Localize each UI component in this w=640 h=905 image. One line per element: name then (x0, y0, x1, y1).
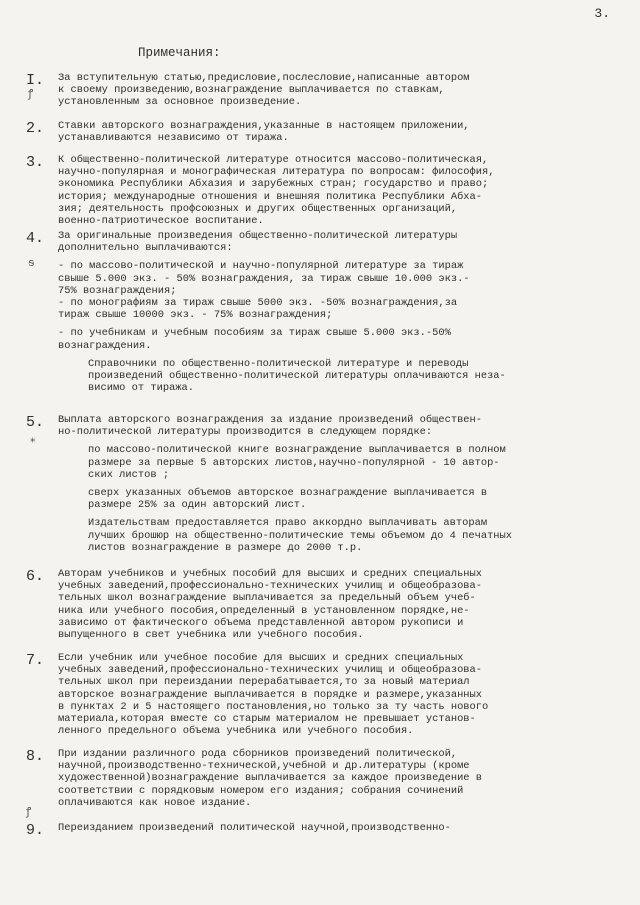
note-number: 3. (26, 154, 45, 171)
note-item-1 (26, 72, 630, 109)
note-number: 7. (26, 652, 45, 669)
note-number: 8. (26, 748, 45, 765)
note-number: 5. (26, 414, 45, 431)
note-item-5 (26, 414, 630, 554)
note-text: Переизданием произведений политической научной,производственно- (58, 822, 451, 834)
note-item-9 (26, 822, 630, 839)
note-subtext: Издательствам предоставляется право аккордно выплачивать авторам лучших брошюр на общественно-политические темы объемом до 4 печатных листов вознаграждение в размере до 2000 т.р. (88, 517, 513, 554)
note-text: Ставки авторского вознаграждения,указанные в настоящем приложении, устанавливаются независимо от тиража. (58, 120, 470, 145)
note-number: 9. (26, 822, 45, 839)
note-number: 6. (26, 568, 45, 585)
note-text: За вступительную статью,предисловие,послесловие,написанные автором к своему произведению,вознаграждение выплачивается по ставкам, установленным за основное произведение. (58, 72, 470, 109)
note-subtext: - по монографиям за тираж свыше 5000 экз. -50% вознаграждения,за тираж свыше 10000 экз. - 75% вознаграждения; (58, 297, 458, 322)
note-subtext: - по массово-политической и научно-популярной литературе за тираж свыше 5.000 экз. - 50% вознаграждения, за тираж свыше 10.000 экз.- 75% вознаграждения; (58, 260, 470, 297)
note-subtext: Справочники по общественно-политической литературе и переводы произведений общественно-политической литературы оплачиваются неза- висимо от тиража. (88, 357, 506, 395)
note-text: Если учебник или учебное пособие для высших и средних специальных учебных заведений,профессионально-технических училищ и общеобразова- тельных школ при переиздании перерабатывается,то за новый материал авторское вознаграждение выплачивается в порядке и размере,указанных в пунктах 2 и 5 настоящего постановления,но только за ту часть нового материала,которая вместе со старым материалом не превышает установ- ленного предельного объема учебника или учебного пособия. (58, 652, 489, 738)
note-item-7 (26, 652, 630, 738)
note-subtext: по массово-политической книге вознаграждение выплачивается в полном размере за первые 5 авторских листов,научно-популярной - 10 автор- ских листов ; (88, 444, 506, 481)
note-text: За оригинальные произведения общественно-политической литературы дополнительно выплачиваются: (58, 230, 458, 255)
note-text: Авторам учебников и учебных пособий для высших и средних специальных учебных заведений,профессионально-технических училищ и общеобразова- тельных школ вознаграждение выплачивается за предельный объем учеб- ника или учебного пособия,определенный в установленном порядке,не- зависимо от фактического объема представленной автором рукописи и выпущенного в свет учебника или учебного пособия. (58, 568, 483, 642)
margin-mark-icon: ⁎ (30, 434, 36, 446)
note-item-3 (26, 154, 630, 228)
note-item-8 (26, 748, 630, 809)
note-item-6 (26, 568, 630, 642)
notes-heading: Примечания: (138, 46, 221, 60)
margin-mark-icon: ꝭ (28, 89, 34, 101)
note-subtext: сверх указанных объемов авторское вознаграждение выплачивается в размере 25% за один авторский лист. (88, 487, 488, 512)
note-item-2 (26, 120, 630, 145)
note-text: К общественно-политической литературе относится массово-политическая, научно-популярная и монографическая литература по вопросам: философия, экономика Республики Абхазия и зарубежных стран; государство и право; история; международные отношения и внешняя политика Республики Абха- зия; деятельность профсоюзных и других общественных организаций, военно-патриотическое воспитание. (58, 154, 495, 228)
note-subtext: - по учебникам и учебным пособиям за тираж свыше 5.000 экз.-50% вознаграждения. (58, 327, 451, 352)
note-text: При издании различного рода сборников произведений политической, научной,производственно-технической,учебной и др.литературы (кроме художественной)вознаграждение выплачивается за каждое произведение в соответствии с порядковым номером его издания; собрания сочинений оплачиваются как новое издание. (58, 748, 483, 809)
note-item-4 (26, 230, 630, 395)
note-number: 4. (26, 230, 45, 247)
note-number: I. (26, 72, 45, 89)
margin-mark-icon: ᵴ (28, 258, 35, 270)
page-number: 3. (594, 6, 610, 21)
margin-mark-icon: ꝭ (26, 807, 32, 819)
note-number: 2. (26, 120, 45, 137)
note-text: Выплата авторского вознаграждения за издание произведений обществен- но-политической литературы производится в следующем порядке: (58, 414, 483, 439)
